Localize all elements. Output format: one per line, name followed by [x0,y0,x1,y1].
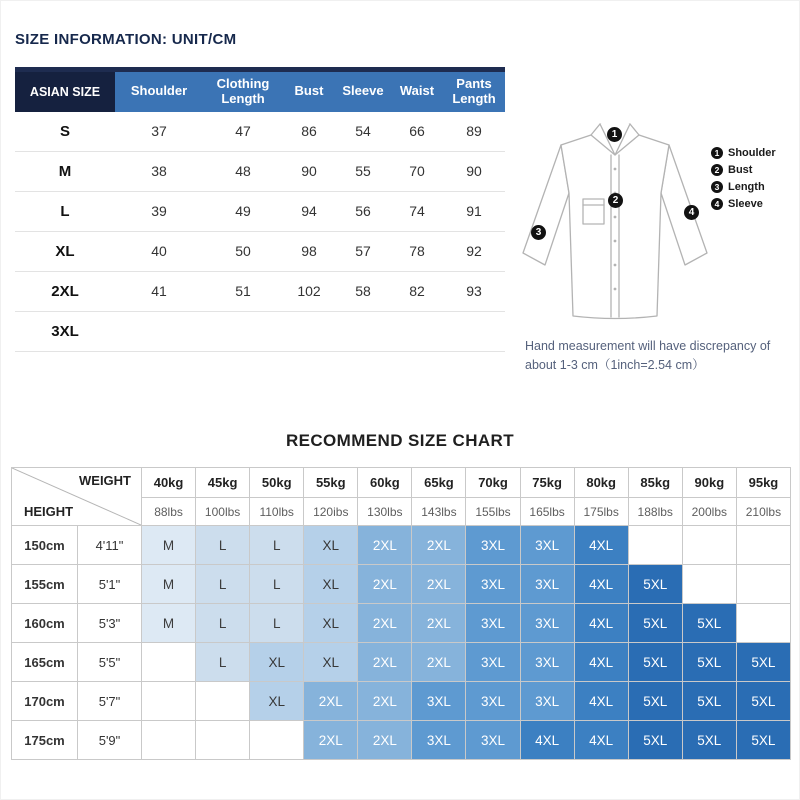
size-value [391,311,443,351]
recommended-size-cell: M [142,526,196,565]
size-value: 90 [466,163,482,180]
recommended-size-cell: M [142,565,196,604]
weight-lbs-header: 155lbs [466,498,520,526]
recommended-size-cell: 2XL [358,604,412,643]
size-table-header: Sleeve [342,83,384,99]
recommended-size-cell: 3XL [520,565,574,604]
recommended-size-cell: 3XL [520,604,574,643]
recommended-size-cell: 2XL [412,643,466,682]
recommended-size-cell: L [250,565,304,604]
recommend-row [12,721,791,760]
recommended-size-cell: 3XL [466,565,520,604]
recommended-size-cell: 4XL [574,643,628,682]
size-value: 40 [151,243,167,260]
size-value: 55 [355,163,371,180]
legend-number-badge: 2 [711,164,723,176]
size-value: 54 [355,123,371,140]
empty-size-cell [736,526,790,565]
size-value [443,311,505,351]
recommended-size-cell: 3XL [466,526,520,565]
size-value: 93 [466,283,482,300]
recommended-size-cell: 4XL [574,526,628,565]
recommended-size-cell: 5XL [736,643,790,682]
weight-kg-header: 80kg [574,468,628,498]
size-value [335,311,391,351]
legend-item-shoulder [711,147,776,159]
weight-kg-header: 75kg [520,468,574,498]
recommended-size-cell: L [250,526,304,565]
size-table-header: Clothing Length [216,76,270,106]
recommended-size-cell: 5XL [736,721,790,760]
size-value: 48 [235,163,251,180]
weight-lbs-header: 188lbs [628,498,682,526]
size-label: XL [55,242,75,260]
recommended-size-cell: 5XL [628,643,682,682]
recommended-size-cell: 5XL [628,565,682,604]
size-value: 91 [466,203,482,220]
weight-lbs-header: 200lbs [682,498,736,526]
size-table-header-row [15,70,505,112]
measurement-note: Hand measurement will have discrepancy of about 1-3 cm（1inch=2.54 cm） [525,339,771,373]
recommended-size-cell: 2XL [304,682,358,721]
recommend-row [12,682,791,721]
empty-size-cell [196,721,250,760]
weight-kg-header: 50kg [250,468,304,498]
recommended-size-cell: 5XL [628,604,682,643]
recommended-size-cell: L [196,643,250,682]
empty-size-cell [736,565,790,604]
shirt-illustration [503,113,725,333]
height-ft-label: 4'11" [78,526,142,565]
weight-kg-header: 85kg [628,468,682,498]
recommended-size-cell: 5XL [736,682,790,721]
recommended-size-cell: 4XL [574,682,628,721]
recommended-size-cell: 5XL [682,604,736,643]
size-value: 49 [235,203,251,220]
size-table-header: Bust [294,83,324,99]
size-table-header: Pants Length [452,76,496,106]
legend-number-badge: 4 [711,198,723,210]
recommended-size-cell: L [196,604,250,643]
empty-size-cell [250,721,304,760]
size-value: 70 [409,163,425,180]
size-value: 102 [297,283,321,300]
size-label: S [59,122,70,140]
weight-kg-header: 95kg [736,468,790,498]
recommended-size-cell: 5XL [682,682,736,721]
recommended-size-cell: 3XL [412,721,466,760]
size-table-header: ASIAN SIZE [15,70,115,112]
recommended-size-cell: L [196,526,250,565]
legend-label: Shoulder [728,147,776,159]
weight-lbs-header: 165lbs [520,498,574,526]
legend-label: Bust [728,164,753,176]
height-cm-label: 155cm [12,565,78,604]
size-value: 98 [301,243,317,260]
shirt-diagram-panel [501,101,799,401]
empty-size-cell [682,565,736,604]
legend-number-badge: 3 [711,181,723,193]
size-label: L [60,202,70,220]
size-value: 38 [151,163,167,180]
shirt-marker-4: 4 [684,205,699,220]
empty-size-cell [628,526,682,565]
size-value: 94 [301,203,317,220]
corner-height-label: HEIGHT [24,504,74,519]
size-value: 66 [409,123,425,140]
size-table-header: Waist [399,83,435,99]
weight-lbs-header: 143lbs [412,498,466,526]
empty-size-cell [682,526,736,565]
shirt-marker-3: 3 [531,225,546,240]
legend-item-length [711,181,776,193]
legend-item-sleeve [711,198,776,210]
recommended-size-cell: L [250,604,304,643]
size-value [115,311,203,351]
height-ft-label: 5'5" [78,643,142,682]
weight-lbs-header: 120ibs [304,498,358,526]
height-cm-label: 170cm [12,682,78,721]
size-value: 78 [409,243,425,260]
size-table-row [15,191,505,231]
weight-height-corner-cell [12,468,142,526]
size-table-row [15,151,505,191]
size-information-title: SIZE INFORMATION: UNIT/CM [15,31,237,48]
size-label: M [58,162,72,180]
empty-size-cell [142,682,196,721]
size-value: 82 [409,283,425,300]
size-table-row [15,231,505,271]
empty-size-cell [142,721,196,760]
recommended-size-cell: XL [250,682,304,721]
size-value: 57 [355,243,371,260]
weight-lbs-header: 175lbs [574,498,628,526]
size-value: 50 [235,243,251,260]
recommend-size-table [11,467,791,760]
recommended-size-cell: 2XL [358,526,412,565]
recommended-size-cell: 3XL [466,721,520,760]
weight-kg-row [12,468,791,498]
size-value [203,311,283,351]
weight-lbs-header: 110lbs [250,498,304,526]
recommended-size-cell: XL [304,643,358,682]
recommended-size-cell: 5XL [628,721,682,760]
recommended-size-cell: XL [304,565,358,604]
recommended-size-cell: 5XL [682,721,736,760]
weight-kg-header: 40kg [142,468,196,498]
recommended-size-cell: 4XL [520,721,574,760]
recommended-size-cell: M [142,604,196,643]
size-value: 89 [466,123,482,140]
recommended-size-cell: 3XL [520,643,574,682]
recommended-size-cell: L [196,565,250,604]
shirt-marker-2: 2 [608,193,623,208]
recommended-size-cell: 2XL [358,682,412,721]
recommended-size-cell: 2XL [412,526,466,565]
height-ft-label: 5'7" [78,682,142,721]
height-ft-label: 5'9" [78,721,142,760]
weight-lbs-header: 88lbs [142,498,196,526]
empty-size-cell [736,604,790,643]
size-value [283,311,335,351]
recommended-size-cell: XL [304,604,358,643]
recommended-size-cell: 4XL [574,565,628,604]
weight-kg-header: 90kg [682,468,736,498]
size-value: 56 [355,203,371,220]
recommended-size-cell: 2XL [358,721,412,760]
recommended-size-cell: 2XL [412,565,466,604]
size-table-row [15,112,505,152]
recommended-size-cell: 2XL [304,721,358,760]
height-ft-label: 5'1" [78,565,142,604]
size-label: 3XL [51,322,79,340]
recommended-size-cell: 4XL [574,604,628,643]
recommended-size-cell: 2XL [358,565,412,604]
size-table-row [15,271,505,311]
recommended-size-cell: 3XL [412,682,466,721]
weight-kg-header: 55kg [304,468,358,498]
weight-lbs-header: 130lbs [358,498,412,526]
height-cm-label: 160cm [12,604,78,643]
recommend-chart-title: RECOMMEND SIZE CHART [285,431,515,450]
size-value: 90 [301,163,317,180]
diagram-legend [711,147,776,215]
size-value: 74 [409,203,425,220]
weight-kg-header: 45kg [196,468,250,498]
recommended-size-cell: 2XL [358,643,412,682]
size-value: 41 [151,283,167,300]
legend-label: Sleeve [728,198,763,210]
empty-size-cell [142,643,196,682]
size-value: 92 [466,243,482,260]
size-value: 58 [355,283,371,300]
weight-kg-header: 60kg [358,468,412,498]
legend-label: Length [728,181,765,193]
recommended-size-cell: 3XL [466,682,520,721]
recommended-size-cell: 5XL [628,682,682,721]
recommended-size-cell: 3XL [520,526,574,565]
recommended-size-cell: XL [304,526,358,565]
weight-lbs-header: 210lbs [736,498,790,526]
empty-size-cell [196,682,250,721]
recommend-row [12,526,791,565]
size-value: 51 [235,283,251,300]
legend-number-badge: 1 [711,147,723,159]
recommended-size-cell: 5XL [682,643,736,682]
height-ft-label: 5'3" [78,604,142,643]
size-table [15,67,505,352]
size-table-row [15,311,505,351]
weight-lbs-header: 100lbs [196,498,250,526]
height-cm-label: 165cm [12,643,78,682]
shirt-marker-1: 1 [607,127,622,142]
recommend-row [12,643,791,682]
corner-weight-label: WEIGHT [79,473,131,488]
legend-item-bust [711,164,776,176]
size-value: 86 [301,123,317,140]
size-label: 2XL [51,282,79,300]
height-cm-label: 175cm [12,721,78,760]
recommended-size-cell: 2XL [412,604,466,643]
size-value: 37 [151,123,167,140]
size-value: 47 [235,123,251,140]
recommended-size-cell: 3XL [466,643,520,682]
recommended-size-cell: 3XL [520,682,574,721]
recommended-size-cell: 4XL [574,721,628,760]
weight-kg-header: 65kg [412,468,466,498]
size-table-header: Shoulder [130,83,188,99]
recommended-size-cell: 3XL [466,604,520,643]
recommend-row [12,604,791,643]
recommended-size-cell: XL [250,643,304,682]
height-cm-label: 150cm [12,526,78,565]
recommend-row [12,565,791,604]
weight-kg-header: 70kg [466,468,520,498]
size-value: 39 [151,203,167,220]
